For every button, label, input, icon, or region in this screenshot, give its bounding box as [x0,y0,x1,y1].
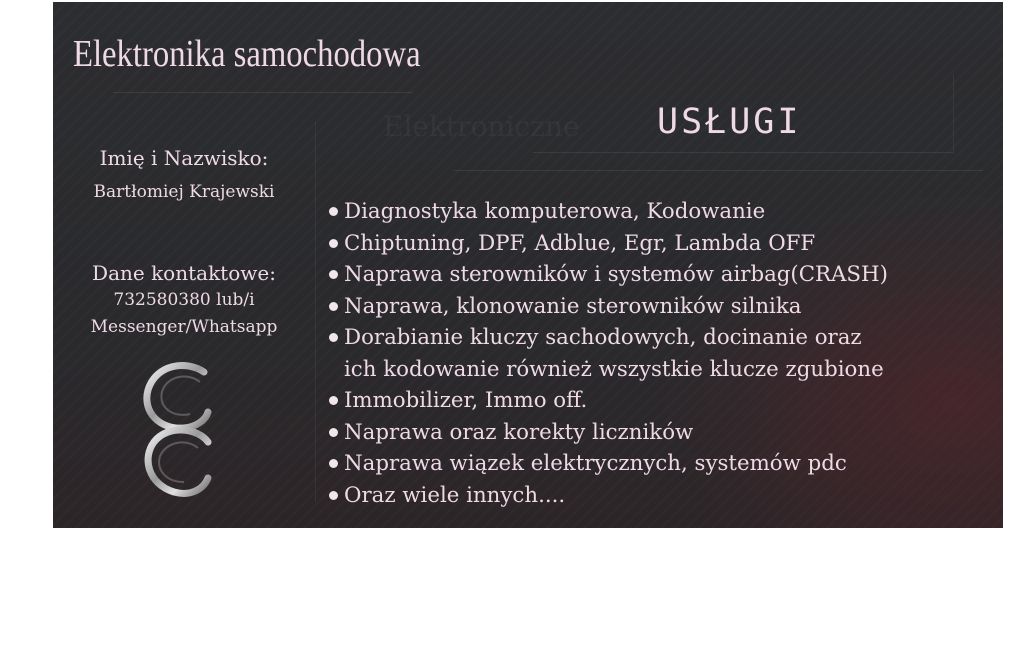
name-label: Imię i Nazwisko: [99,146,269,170]
services-list [329,196,888,511]
business-card [53,2,1003,528]
service-item-text: ich kodowanie również wszystkie klucze zgubione [344,356,884,382]
service-item-text: Naprawa, klonowanie sterowników silnika [344,293,802,319]
service-item [329,228,888,260]
service-item [329,417,888,449]
service-item-text: Chiptuning, DPF, Adblue, Egr, Lambda OFF [344,230,816,256]
service-item [329,196,888,228]
messenger-line: Messenger/Whatsapp [90,317,278,337]
divider-line [453,170,983,171]
bullet-icon [329,207,338,216]
bullet-icon [329,396,338,405]
decorative-watermark [383,110,579,143]
service-item [329,259,888,291]
service-item-text: Dorabianie kluczy sachodowych, docinanie oraz [344,325,862,350]
contact-label: Dane kontaktowe: [92,261,276,285]
name-value: Bartłomiej Krajewski [93,182,275,202]
bullet-icon [329,302,338,311]
service-item-text: Immobilizer, Immo off. [344,388,588,413]
service-item [329,322,888,385]
bullet-icon [329,333,338,342]
bullet-icon [329,491,338,500]
bullet-icon [329,239,338,248]
bullet-icon [329,270,338,279]
bullet-icon [329,459,338,468]
service-item [329,385,888,417]
service-item-text: Diagnostyka komputerowa, Kodowanie [344,199,766,224]
divider-line [113,92,413,93]
divider-line [315,122,316,502]
service-item [329,291,888,323]
service-item-text: Naprawa oraz korekty liczników [344,419,694,445]
card-title: Elektronika samochodowa [73,33,421,75]
divider-line [953,74,954,154]
double-c-monogram-icon [138,358,218,498]
service-item-text: Oraz wiele innych.... [344,482,566,508]
bullet-icon [329,428,338,437]
service-item [329,448,888,480]
service-item-text: Naprawa sterowników i systemów airbag(CRASH) [344,262,888,287]
services-heading: USŁUGI [657,102,802,142]
phone-number: 732580380 lub/i [113,290,255,310]
service-item-text: Naprawa wiązek elektrycznych, systemów pdc [344,451,847,476]
divider-line [533,152,953,153]
service-item [329,480,888,512]
